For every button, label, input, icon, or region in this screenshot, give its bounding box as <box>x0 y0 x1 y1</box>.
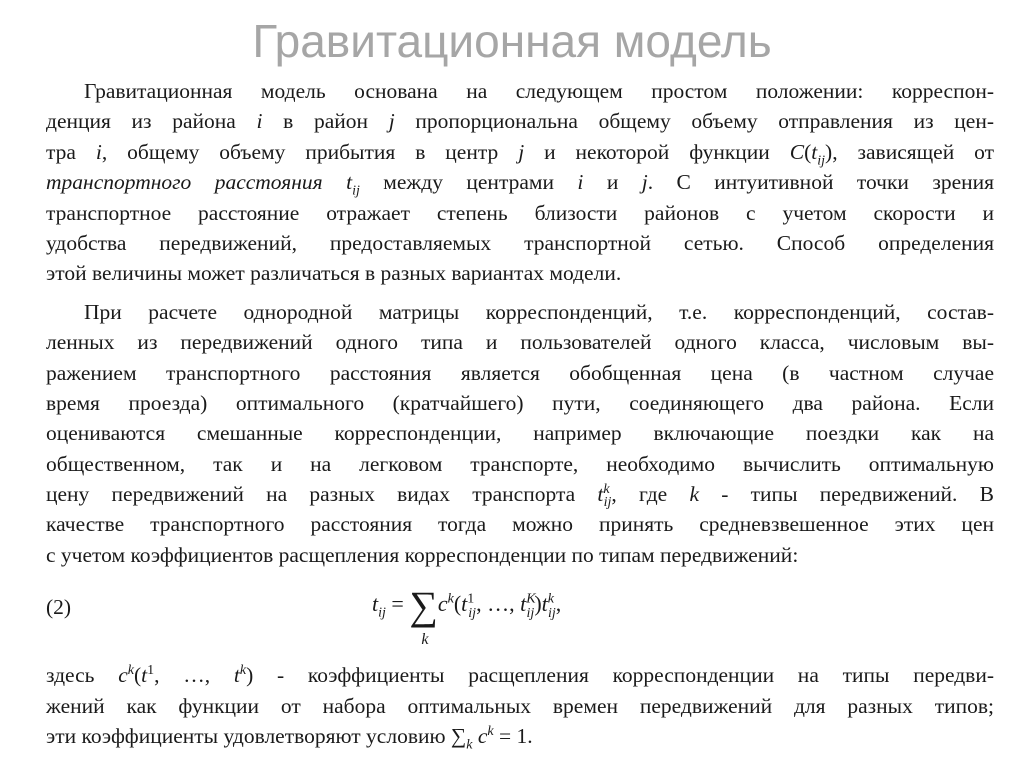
text-line: удобства передвижений, предоставляемых транспортной сетью. Способ определения <box>46 230 994 255</box>
text-line: При расчете однородной матрицы корреспонденций, т.е. корреспонденций, состав- <box>84 299 994 324</box>
text-line: ленных из передвижений одного типа и пользователей одного класса, числовым вы- <box>46 330 994 355</box>
slide-title: Гравитационная модель <box>252 15 772 67</box>
emphasis-term: транспортного расстояния <box>46 170 323 195</box>
paragraph-1 <box>46 76 994 289</box>
text-line: транспортного расстояния $t_{ij}$ между центрами i и j. С интуитивной точки зрения <box>46 170 995 199</box>
text-line: транспортное расстояние отражает степень близости районов с учетом скорости и <box>46 200 994 225</box>
equation-2 <box>46 576 994 652</box>
text-line: Гравитационная модель основана на следующем простом положении: корреспон- <box>84 79 994 103</box>
text-line: цену передвижений на разных видах транспорта $t^k_{ij}$, где k - типы передвижений. В <box>46 481 994 511</box>
text-line: эти коэффициенты удовлетворяют условию $\sum_k$ $c^k = 1$. <box>46 723 533 753</box>
text-line: тра i, общему объему прибытия в центр j и некоторой функции $C(t_{ij})$, зависящей от <box>46 139 995 169</box>
text-line: этой величины может различаться в разных вариантах модели. <box>46 261 622 286</box>
text-line: ражением транспортного расстояния является обобщенная цена (в частном случае <box>46 360 994 385</box>
text-line: время проезда) оптимального (кратчайшего) пути, соединяющего два района. Если <box>46 390 994 415</box>
equation-number: (2) <box>46 595 72 620</box>
paragraph-2 <box>46 297 994 571</box>
text-line: денция из района i в район j пропорциональна общему объему отправления из цен- <box>46 109 994 134</box>
text-line: здесь $c^k(t^1$, …, $t^k$) - коэффициенты расщепления корреспонденции на типы передви- <box>46 663 995 688</box>
paragraph-3 <box>46 660 994 751</box>
text-line: оцениваются смешанные корреспонденции, например включающие поездки как на <box>46 421 994 446</box>
equation-formula: $t_{ij}$ = ∑ k $c^k(t^1_{ij}$, …, $t^K_{ij})t^k_{ij}$, <box>372 583 562 649</box>
sum-symbol: ∑ k <box>409 583 438 649</box>
text-line: качестве транспортного расстояния тогда можно принять средневзвешенное этих цен <box>46 512 994 537</box>
text-line: общественном, так и на легковом транспорте, необходимо вычислить оптимальную <box>46 451 994 476</box>
document-body <box>46 76 994 751</box>
text-line: жений как функции от набора оптимальных времен передвижений для разных типов; <box>46 693 994 718</box>
text-line: с учетом коэффициентов расщепления корреспонденции по типам передвижений: <box>46 542 799 567</box>
